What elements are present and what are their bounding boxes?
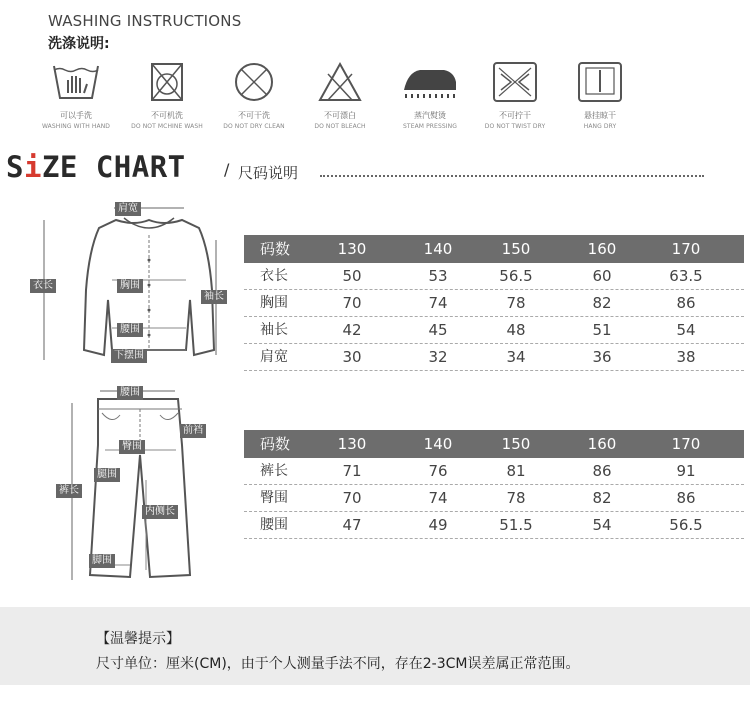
table-cell: 82: [592, 489, 612, 507]
table-header-row: [244, 430, 744, 458]
wash-item-hang-dry: [560, 60, 640, 130]
table-row: [244, 263, 744, 290]
header-size: 160: [587, 435, 617, 453]
table-cell: 42: [342, 321, 362, 339]
header-label: 码数: [260, 435, 291, 453]
table-row: [244, 290, 744, 317]
table-cell: 82: [592, 294, 612, 312]
label-shirt-waist: 腰围: [117, 323, 143, 337]
header-size: 140: [423, 240, 453, 258]
row-label: 胸围: [260, 295, 288, 311]
table-cell: 74: [428, 489, 448, 507]
size-title-i: i: [23, 150, 42, 184]
wash-en-label: WASHING WITH HAND: [41, 123, 111, 130]
label-pants-waist: 腰围: [117, 386, 143, 400]
table-cell: 50: [342, 267, 362, 285]
table-cell: 49: [428, 516, 448, 534]
hand-wash-icon: [51, 60, 101, 104]
table-cell: 81: [506, 462, 526, 480]
no-bleach-icon: [316, 60, 364, 104]
table-cell: 63.5: [669, 267, 703, 285]
wash-item-steam: [390, 60, 470, 130]
row-label: 腰围: [260, 517, 288, 533]
wash-cn-label: 悬挂晾干: [584, 111, 616, 120]
table-cell: 86: [676, 294, 696, 312]
wash-item-no-dry-clean: [214, 60, 294, 130]
table-cell: 51.5: [499, 516, 533, 534]
table-cell: 74: [428, 294, 448, 312]
steam-iron-icon: [398, 60, 462, 104]
header-size: 130: [337, 240, 367, 258]
wash-cn-label: 不可机洗: [151, 111, 183, 120]
table-cell: 76: [428, 462, 448, 480]
label-pants-length: 裤长: [56, 484, 82, 498]
bottom-size-table: [244, 430, 744, 539]
table-cell: 56.5: [499, 267, 533, 285]
table-header-row: [244, 235, 744, 263]
label-hem: 下摆围: [111, 349, 147, 363]
header-size: 170: [671, 240, 701, 258]
table-row: [244, 344, 744, 371]
row-label: 肩宽: [260, 349, 288, 365]
row-label: 裤长: [260, 463, 288, 479]
label-hip: 臀围: [119, 440, 145, 454]
washing-instructions-title: WASHING INSTRUCTIONS: [48, 12, 242, 30]
wash-en-label: DO NOT TWIST DRY: [484, 123, 546, 130]
header-size: 150: [501, 240, 531, 258]
table-cell: 78: [506, 294, 526, 312]
header-size: 160: [587, 240, 617, 258]
wash-item-no-machine: [127, 60, 207, 130]
wash-cn-label: 不可漂白: [324, 111, 356, 120]
table-cell: 86: [676, 489, 696, 507]
wash-cn-label: 不可拧干: [499, 111, 531, 120]
size-title-s: S: [6, 150, 24, 184]
header-size: 170: [671, 435, 701, 453]
table-cell: 47: [342, 516, 362, 534]
row-label: 臀围: [260, 490, 288, 506]
table-cell: 60: [592, 267, 612, 285]
table-row: [244, 512, 744, 539]
wash-en-label: HANG DRY: [583, 123, 617, 130]
wash-cn-label: 可以手洗: [60, 111, 92, 120]
no-twist-dry-icon: [491, 60, 539, 104]
table-cell: 48: [506, 321, 526, 339]
wash-cn-label: 不可干洗: [238, 111, 270, 120]
wash-cn-label: 蒸汽熨烫: [414, 111, 446, 120]
wash-item-no-twist: [475, 60, 555, 130]
table-row: [244, 317, 744, 344]
table-cell: 51: [592, 321, 612, 339]
wash-item-hand: [36, 60, 116, 130]
tip-text: 尺寸单位：厘米(CM)，由于个人测量手法不同，存在2-3CM误差属正常范围。: [96, 656, 580, 672]
table-row: [244, 458, 744, 485]
label-shirt-length: 衣长: [30, 279, 56, 293]
table-cell: 54: [676, 321, 696, 339]
header-size: 130: [337, 435, 367, 453]
table-cell: 36: [592, 348, 612, 366]
no-machine-wash-icon: [147, 60, 187, 104]
no-dry-clean-icon: [232, 60, 276, 104]
label-shoulder: 肩宽: [115, 202, 141, 216]
table-cell: 91: [676, 462, 696, 480]
wash-en-label: STEAM PRESSING: [403, 123, 457, 130]
size-chart-title: [6, 150, 186, 184]
table-cell: 71: [342, 462, 362, 480]
table-cell: 70: [342, 489, 362, 507]
size-title-rest: ZE CHART: [41, 150, 186, 184]
size-chart-cn-title: 尺码说明: [238, 164, 299, 182]
top-size-table: [244, 235, 744, 371]
dotted-divider: [320, 175, 704, 177]
label-front-rise: 前裆: [180, 424, 206, 438]
label-sleeve: 袖长: [201, 290, 227, 304]
table-cell: 70: [342, 294, 362, 312]
header-size: 150: [501, 435, 531, 453]
table-cell: 78: [506, 489, 526, 507]
wash-en-label: DO NOT BLEACH: [314, 123, 366, 130]
wash-en-label: DO NOT MCHINE WASH: [131, 123, 203, 130]
table-cell: 32: [428, 348, 448, 366]
table-row: [244, 485, 744, 512]
tip-title: 【温馨提示】: [96, 631, 180, 647]
wash-en-label: DO NOT DRY CLEAN: [223, 123, 285, 130]
size-chart-separator: /: [224, 160, 230, 179]
row-label: 袖长: [260, 322, 288, 338]
table-cell: 53: [428, 267, 448, 285]
washing-instructions-subtitle: 洗涤说明:: [48, 36, 110, 52]
table-cell: 56.5: [669, 516, 703, 534]
label-thigh: 腿围: [94, 468, 120, 482]
wash-item-no-bleach: [300, 60, 380, 130]
row-label: 衣长: [260, 268, 288, 284]
label-inseam: 内侧长: [142, 505, 178, 519]
table-cell: 86: [592, 462, 612, 480]
table-cell: 45: [428, 321, 448, 339]
hang-dry-icon: [576, 60, 624, 104]
table-cell: 34: [506, 348, 526, 366]
label-leg-opening: 脚围: [89, 554, 115, 568]
header-label: 码数: [260, 240, 291, 258]
header-size: 140: [423, 435, 453, 453]
table-cell: 54: [592, 516, 612, 534]
table-cell: 30: [342, 348, 362, 366]
label-chest: 胸围: [117, 279, 143, 293]
table-cell: 38: [676, 348, 696, 366]
